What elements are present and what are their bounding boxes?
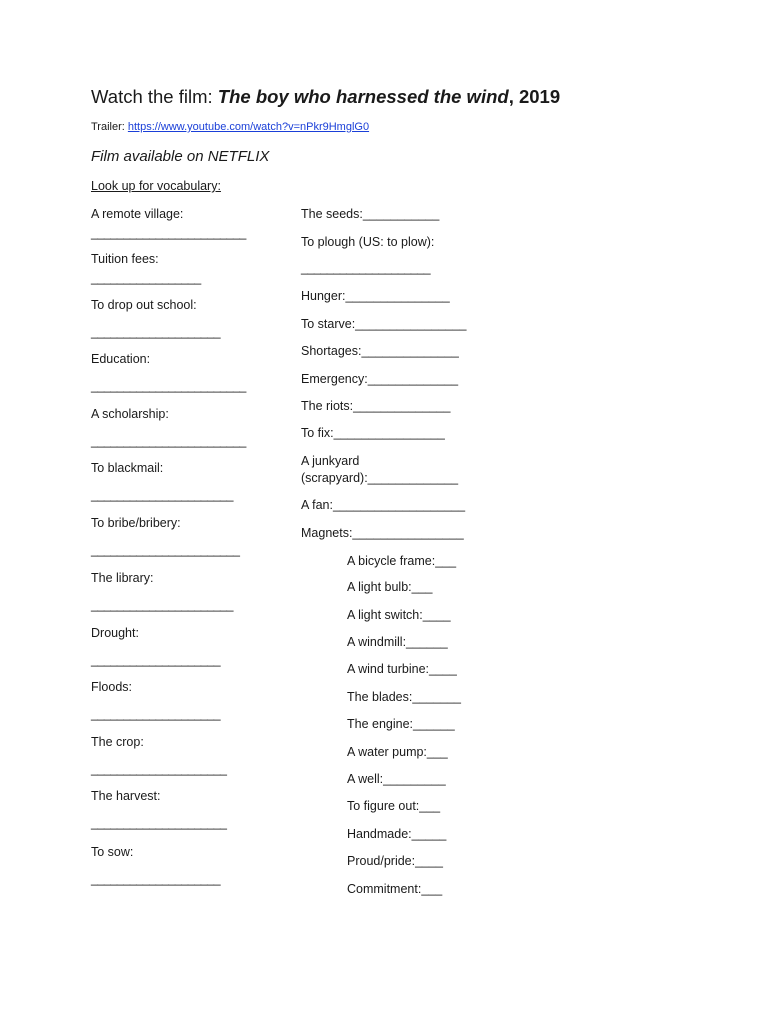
vocab-term: To blackmail: xyxy=(91,461,164,475)
answer-blank[interactable]: ____________________ xyxy=(91,653,221,667)
trailer-label: Trailer: xyxy=(91,121,128,133)
vocab-item: Proud/pride:____ xyxy=(347,854,443,868)
answer-blank[interactable]: _________________ xyxy=(91,271,201,285)
vocab-item: Hunger:_______________ xyxy=(301,289,450,303)
vocab-term: Tuition fees: xyxy=(91,252,159,266)
vocab-item: To plough (US: to plow): xyxy=(301,235,435,249)
vocab-item: (scrapyard):_____________ xyxy=(301,471,459,485)
vocab-term: To sow: xyxy=(91,845,134,859)
vocab-term: A remote village: xyxy=(91,207,184,221)
vocab-item: A fan:___________________ xyxy=(301,498,466,512)
vocab-item: A water pump:___ xyxy=(347,745,448,759)
answer-blank[interactable]: ______________________ xyxy=(91,488,233,502)
page-title xyxy=(91,86,560,108)
answer-blank[interactable]: ____________________ xyxy=(301,261,431,275)
vocab-item: A well:_________ xyxy=(347,772,446,786)
vocab-item: A light bulb:___ xyxy=(347,580,433,594)
answer-blank[interactable]: ______________________ xyxy=(91,598,233,612)
vocab-item: The riots:______________ xyxy=(301,399,451,413)
vocab-term: The harvest: xyxy=(91,789,161,803)
vocab-term: The crop: xyxy=(91,735,144,749)
answer-blank[interactable]: _______________________ xyxy=(91,543,240,557)
answer-blank[interactable]: ________________________ xyxy=(91,379,246,393)
vocab-item: Handmade:_____ xyxy=(347,827,447,841)
vocab-item: A light switch:____ xyxy=(347,608,451,622)
vocab-term: The library: xyxy=(91,571,154,585)
film-year: , 2019 xyxy=(508,86,561,107)
answer-blank[interactable]: _____________________ xyxy=(91,762,227,776)
answer-blank[interactable]: ____________________ xyxy=(91,707,221,721)
availability-note: Film available on NETFLIX xyxy=(91,148,270,165)
answer-blank[interactable]: ____________________ xyxy=(91,872,221,886)
vocab-item: Magnets:________________ xyxy=(301,526,464,540)
vocab-item: To figure out:___ xyxy=(347,799,441,813)
vocabulary-heading: Look up for vocabulary: xyxy=(91,179,221,193)
trailer-line xyxy=(91,121,369,133)
vocab-item: A wind turbine:____ xyxy=(347,662,457,676)
trailer-link[interactable]: https://www.youtube.com/watch?v=nPkr9HmglG0 xyxy=(127,121,370,133)
vocab-item: A junkyard xyxy=(301,454,360,468)
answer-blank[interactable]: _____________________ xyxy=(91,816,227,830)
title-prefix: Watch the film: xyxy=(91,86,218,107)
answer-blank[interactable]: ________________________ xyxy=(91,226,246,240)
vocab-item: Commitment:___ xyxy=(347,882,443,896)
vocab-term: Education: xyxy=(91,352,151,366)
film-title: The boy who harnessed the wind xyxy=(217,86,509,107)
answer-blank[interactable]: ________________________ xyxy=(91,434,246,448)
vocab-item: Emergency:_____________ xyxy=(301,372,459,386)
vocab-term: A scholarship: xyxy=(91,407,169,421)
vocab-term: Drought: xyxy=(91,626,139,640)
vocab-item: To fix:________________ xyxy=(301,426,445,440)
vocab-item: A windmill:______ xyxy=(347,635,448,649)
vocab-item: The seeds:___________ xyxy=(301,207,440,221)
answer-blank[interactable]: ____________________ xyxy=(91,325,221,339)
vocab-term: To drop out school: xyxy=(91,298,197,312)
vocab-item: To starve:________________ xyxy=(301,317,467,331)
vocab-item: The engine:______ xyxy=(347,717,455,731)
vocab-term: To bribe/bribery: xyxy=(91,516,181,530)
vocab-item: The blades:_______ xyxy=(347,690,461,704)
vocab-term: Floods: xyxy=(91,680,132,694)
vocab-item: Shortages:______________ xyxy=(301,344,459,358)
vocab-item: A bicycle frame:___ xyxy=(347,554,457,568)
